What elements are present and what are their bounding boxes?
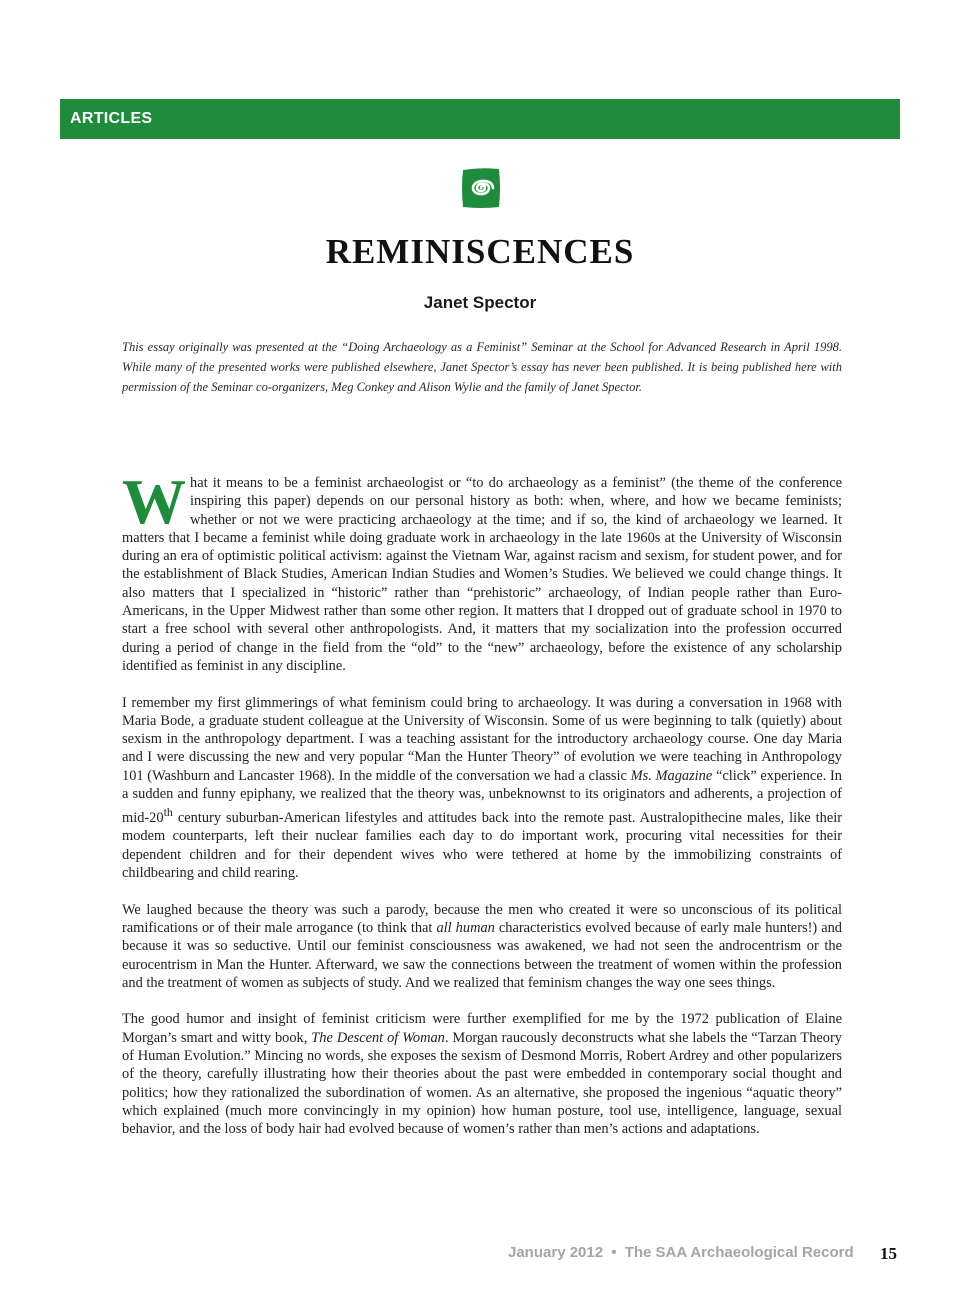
article-author: Janet Spector: [423, 293, 537, 312]
paragraph-text: “click” experience. In a sudden and funny epiphany, we realized that the theory was, unbeknownst to its originators and adherents, a projection of mid-20: [122, 767, 842, 827]
drop-cap: W: [122, 466, 186, 537]
footer-separator: •: [611, 1244, 617, 1261]
article-body: [122, 466, 842, 1157]
paragraph-text: I remember my first glimmerings of what feminism could bring to archaeology. It was during a conversation in 1968 with Maria Bode, a graduate student colleague at the University of Wisconsin. Some of us were beginning to talk (quietly) about sexism in the anthropology department. I was a teaching assistant for the introductory archaeology course. One day Maria and I were discussing the new and very popular “Man the Hunter Theory” of evolution we were teaching in Anthropology 101 (Washburn and Lancaster 1968). In the middle of the conversation we had a classic: [122, 694, 842, 784]
paragraph-text: hat it means to be a feminist archaeologist or “to do archaeology as a feminist” (the theme of the conference inspiring this paper) depends on our personal history as both: when, where, and how we became feminists; whether or not we were practicing archaeology at the time; and if so, the kind of archaeology we learned. It matters that I became a feminist while doing graduate work in archaeology in the late 1960s at the University of Wisconsin during an era of optimistic political activism: against the Vietnam War, against racism and sexism, for student power, and for the establishment of Black Studies, American Indian Studies and Women’s Studies. We believed we could change things. It also matters that I specialized in “historic” rather than “prehistoric” archaeology, of Indian people rather than Euro-Americans, in the Upper Midwest rather than some other region. It matters that I dropped out of graduate school in 1970 to start a free school with several other anthropologists. And, it matters that my socialization into the profession occurred during a period of change in the field from the “old” to the “new” archaeology, before the existence of any scholarship identified as feminist in any discipline.: [122, 475, 842, 674]
emphasis-text: all human: [436, 919, 495, 936]
paragraph-text: . Morgan raucously deconstructs what she labels the “Tarzan Theory of Human Evolution.” Mincing no words, she exposes the sexism of Desmond Morris, Robert Ardrey and other popularizers of the theory, carefully illustrating how their theories about the past were embedded in contemporary social thought and politics; how they rationalized the subordination of women. As an alternative, she proposed the ingenious “aquatic theory” which explained (much more convincingly in my opinion) how human posture, tool use, intelligence, language, sexual behavior, and the loss of body hair had evolved because of women’s rather than men’s actions and adaptations.: [122, 1029, 842, 1138]
body-paragraph: [122, 1010, 842, 1138]
publication-name: The SAA Archaeological Record: [624, 1244, 854, 1261]
paragraph-text: characteristics evolved because of early male hunters!) and because it was so seductive. Until our feminist consciousness was awakened, we had not seen the androcentrism or the eurocentrism in Man the Hunter. Afterward, we saw the connections between the treatment of women within the profession and the treatment of women as subjects of study. And we realized that feminism changes the way one sees things.: [122, 919, 842, 991]
paragraph-text: We laughed because the theory was such a parody, because the men who created it were so unconscious of its political ramifications or of their male arrogance (to think that: [122, 901, 842, 936]
section-header-bar: [60, 99, 900, 139]
page-footer: [508, 1244, 854, 1261]
article-title: REMINISCENCES: [325, 232, 635, 271]
issue-date: January 2012: [508, 1244, 604, 1261]
section-label: ARTICLES: [70, 110, 153, 127]
body-paragraph: [122, 694, 842, 883]
book-title: The Descent of Woman: [311, 1029, 445, 1046]
spiral-icon: [460, 166, 502, 210]
body-paragraph: [122, 901, 842, 992]
page-number: 15: [880, 1244, 897, 1263]
paragraph-text: century suburban-American lifestyles and attitudes back into the remote past. Australopithecine males, like their modem counterparts, left their nuclear families each day to do important work, procuring vital necessities for their dependent children and for their dependent wives who were tethered at home by the immobilizing constraints of childbearing and child rearing.: [122, 810, 842, 882]
ordinal-suffix: th: [163, 805, 173, 820]
magazine-title: Ms. Magazine: [630, 767, 713, 784]
spiral-logo-graphic: [460, 166, 502, 210]
article-intro-note: This essay originally was presented at the “Doing Archaeology as a Feminist” Seminar at the School for Advanced Research in April 1998. While many of the presented works were published elsewhere, Janet Spector’s essay has never been published. It is being published here with permission of the Seminar co-organizers, Meg Conkey and Alison Wylie and the family of Janet Spector.: [122, 340, 842, 394]
paragraph-text: The good humor and insight of feminist criticism were further exemplified for me by the 1972 publication of Elaine Morgan’s smart and witty book,: [122, 1011, 842, 1046]
body-paragraph: [122, 466, 842, 675]
